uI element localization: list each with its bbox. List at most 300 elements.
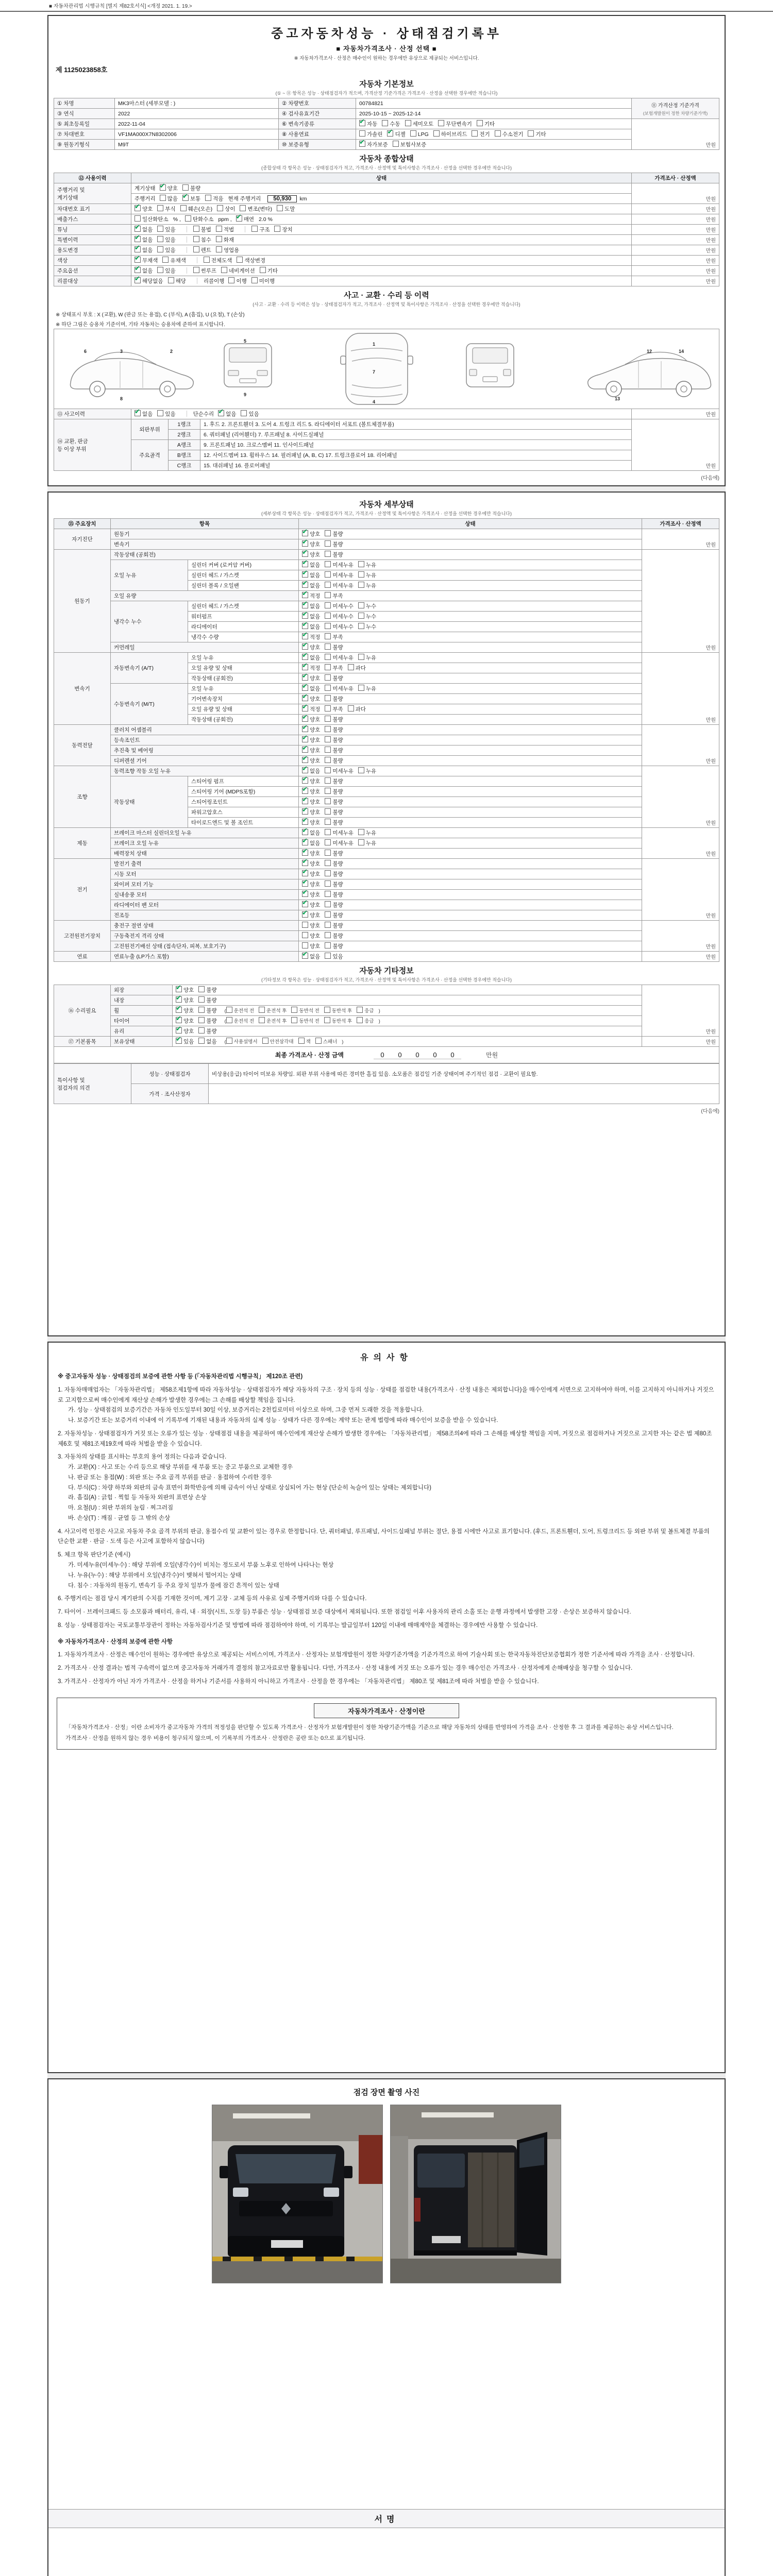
checkbox-option: [204, 257, 232, 264]
diagram-number: 2: [170, 349, 173, 354]
checkbox-option: [358, 602, 376, 610]
checkbox-option: [277, 205, 295, 213]
car-outline-drawing: [54, 330, 721, 408]
checkbox-option: [135, 257, 158, 264]
checkbox-option: [325, 942, 343, 950]
checkbox-option: [325, 880, 343, 888]
sub-item-label: 실린더 커버 (로커암 커버): [188, 560, 299, 570]
checkbox-option: [358, 613, 376, 620]
checkbox-option: [216, 246, 239, 254]
checkbox-checked-icon: [302, 602, 308, 608]
opinion-author-label: 가격 · 조사산정자: [131, 1084, 209, 1104]
checkbox-label: 불량: [332, 851, 343, 857]
checkbox-option: [302, 695, 320, 703]
checkbox-option: [251, 226, 270, 233]
checkbox-option: [182, 184, 200, 192]
sub-item-label: 스티어링 펌프: [188, 776, 299, 787]
checkbox-unchecked-icon: [193, 236, 199, 242]
section-note-detail: (세부상태 각 항목은 성능 · 상태점검자가 적고, 가격조사 · 산정액 및 특이사항은 가격조사 · 산정을 선택한 경우에만 적습니다): [261, 511, 512, 516]
checkbox-label: 매연: [243, 216, 255, 223]
checkbox-label: 미세누수: [332, 614, 354, 620]
checkbox-option: [325, 592, 343, 600]
checkbox-label: LPG: [417, 131, 429, 138]
row-label: 색상: [54, 256, 131, 266]
column-header: 가격조사 · 산정액: [642, 519, 719, 529]
checkbox-option: [160, 184, 178, 192]
checkbox-option: [325, 530, 343, 538]
checkbox-option: [237, 257, 265, 264]
checkbox-unchecked-icon: [325, 922, 331, 928]
checkbox-label: 적정: [310, 634, 321, 640]
checkbox-checked-icon: [302, 911, 308, 918]
checkbox-unchecked-icon: [325, 767, 331, 773]
price-cell: 만원: [642, 653, 719, 725]
checkbox-label: 있음: [248, 411, 259, 417]
price-cell: 만원: [642, 859, 719, 921]
checkbox-option: [358, 623, 376, 631]
state-cell: [299, 684, 642, 694]
checkbox-unchecked-icon: [358, 829, 364, 835]
table-row: [54, 931, 719, 941]
checkbox-unchecked-icon: [216, 246, 222, 252]
state-cell: [299, 745, 642, 756]
checkbox-option: [325, 613, 354, 620]
checkbox-unchecked-icon: [325, 788, 331, 794]
field-label: ⑤ 최초등록일: [54, 119, 115, 129]
field-label: ⑩ 보증유형: [279, 140, 356, 150]
field-value: 2022-11-04: [115, 119, 279, 129]
checkbox-option: [325, 633, 343, 641]
state-cell: [299, 952, 642, 962]
table-header-row: [54, 173, 719, 183]
checkbox-option: [221, 267, 255, 275]
checkbox-unchecked-icon: [325, 953, 331, 959]
checkbox-option: [302, 561, 320, 569]
checkbox-checked-icon: [302, 767, 308, 773]
checkbox-option: [226, 1038, 258, 1045]
state-text: 계기상태: [135, 185, 156, 192]
checkbox-unchecked-icon: [357, 1007, 363, 1013]
column-header: 항목: [111, 519, 299, 529]
checkbox-option: [198, 1007, 216, 1014]
diagram-number: 6: [84, 349, 87, 354]
table-row: [54, 140, 719, 150]
checkbox-label: 없음: [310, 572, 321, 579]
price-cell: 만원: [632, 256, 719, 266]
checkbox-option: [185, 215, 214, 223]
checkbox-option: [477, 120, 495, 128]
checkbox-label: 불량: [332, 531, 343, 537]
checkbox-option: [302, 829, 320, 837]
notice-line: 다. 침수 : 자동차의 원동기, 변속기 등 주요 장치 일부가 물에 잠긴 흔적이 있는 상태: [68, 1582, 279, 1589]
checkbox-option: [359, 141, 388, 148]
checkbox-label: 불량: [332, 923, 343, 929]
checkbox-unchecked-icon: [325, 798, 331, 804]
checkbox-label: 탄화수소: [192, 216, 214, 223]
checkbox-option: [302, 932, 320, 940]
field-value: 2025-10-15 ~ 2025-12-14: [356, 109, 632, 119]
checkbox-label: 응급: [364, 1008, 374, 1014]
state-cell: [299, 776, 642, 787]
checkbox-option: [298, 1038, 311, 1045]
checkbox-label: 양호: [310, 552, 321, 558]
checkbox-option: [358, 685, 376, 692]
checkbox-option: [241, 410, 259, 418]
state-cell: [299, 715, 642, 725]
section-note-overall: (종합상태 각 항목은 성능 · 상태점검자가 적고, 가격조사 · 산정액 및 특이사항은 가격조사 · 산정을 선택한 경우에만 적습니다): [261, 165, 512, 171]
checkbox-option: [410, 130, 429, 138]
price-digit: 0: [444, 1051, 461, 1059]
checkbox-option: [302, 891, 320, 899]
checkbox-label: 운전석 전: [233, 1019, 255, 1024]
table-row: [54, 550, 719, 560]
checkbox-label: 불량: [206, 1028, 217, 1035]
notice-line: 나. 판금 또는 용접(W) : 외판 또는 주요 골격 부위를 판금 · 용접하여 수리한 경우: [68, 1474, 272, 1481]
device-group-label: 연료: [54, 952, 111, 962]
checkbox-label: 불량: [190, 185, 201, 192]
checkbox-label: 전체도색: [211, 258, 232, 264]
checkbox-option: [325, 664, 343, 672]
checkbox-unchecked-icon: [325, 530, 331, 536]
notice-line: 3. 자동차의 상태를 표시하는 부호의 용어 정의는 다음과 같습니다.: [58, 1454, 227, 1461]
checkbox-unchecked-icon: [325, 705, 331, 711]
price-base-label: ⑪ 가격산정 기준가격 (보험개발원이 정한 차량기준가액): [632, 98, 719, 119]
checkbox-label: 렌트: [200, 247, 211, 253]
state-cell: [299, 560, 642, 570]
table-row: [54, 591, 719, 601]
state-cell: [173, 1016, 642, 1026]
table-row: [54, 98, 719, 109]
checkbox-option: [324, 1017, 352, 1024]
checkbox-option: [302, 623, 320, 631]
checkbox-label: 미세누유: [332, 562, 354, 568]
checkbox-label: 있음: [165, 247, 176, 253]
checkbox-option: [325, 695, 343, 703]
price-base-note: (보험개발원이 정한 차량기준가액): [643, 110, 708, 116]
field-label: ① 차명: [54, 98, 115, 109]
checkbox-checked-icon: [302, 530, 308, 536]
checkbox-unchecked-icon: [358, 561, 364, 567]
page-subtitle-note: ※ 자동차가격조사 · 산정은 매수인이 원하는 경우에만 유상으로 제공되는 서비스입니다.: [294, 56, 479, 61]
checkbox-option: [302, 664, 320, 672]
checkbox-label: 해당없음: [142, 278, 163, 284]
checkbox-checked-icon: [176, 996, 182, 1003]
price-cell: 만원: [642, 921, 719, 952]
overall-state-table: [54, 173, 719, 286]
checkbox-unchecked-icon: [240, 205, 246, 211]
checkbox-label: 부족: [332, 665, 343, 671]
page-block-2: [47, 492, 726, 1336]
checkbox-option: [162, 257, 186, 264]
checkbox-option: [302, 788, 320, 795]
checkbox-label: 없음: [310, 768, 321, 774]
checkbox-label: 자동: [367, 121, 378, 127]
device-group-label: 변속기: [54, 653, 111, 725]
table-row: [54, 921, 719, 931]
document-number: 제 1125023858호: [56, 66, 108, 74]
checkbox-option: [325, 767, 354, 775]
item-label: 실내송풍 모터: [111, 890, 299, 900]
checkbox-checked-icon: [176, 1017, 182, 1023]
notice-line: ※ 중고자동차 성능 · 상태점검의 보증에 관한 사항 등 (「자동차관리법 시행규칙」 제120조 관련): [58, 1374, 303, 1380]
price-cell: 만원: [632, 276, 719, 286]
price-box-line: 가격조사 · 산정을 원하지 않는 경우 비용이 청구되지 않으며, 이 기록부의 가격조사 · 산정란은 공란 또는 0으로 표기됩니다.: [65, 1735, 365, 1741]
notice-line: 2. 자동차성능 · 상태점검자가 거짓 또는 오류가 있는 성능 · 상태점검 내용을 제공하여 매수인에게 재산상 손해가 발생한 경우에는 「자동차관리법」 제58조의4에 따라 그 손해를 배상할 책임을 지며, 거짓으로 점검하거나 거짓으로 고지한 자는 같은 법 제80조제6호 및 제81조제19호에 따라 처벌을 받을 수 있습니다.: [58, 1430, 712, 1447]
checkbox-option: [193, 267, 216, 275]
opinion-text: 비상용(응급) 타이어 미보유 차량임. 외판 부위 사용에 따른 경미한 흠집 있음. 소모품은 점검일 기준 상태이며 주기적인 점검 · 교환이 필요함.: [209, 1064, 719, 1084]
item-label: 와이퍼 모터 기능: [111, 879, 299, 890]
table-row: [54, 409, 719, 419]
checkbox-unchecked-icon: [160, 195, 166, 201]
checkbox-option: [325, 705, 343, 713]
column-header: ⑫ 사용이력: [54, 173, 131, 183]
checkbox-option: [216, 236, 234, 244]
checkbox-checked-icon: [182, 195, 189, 201]
checkbox-option: [358, 767, 376, 775]
checkbox-option: [135, 215, 169, 223]
checkbox-option: [325, 757, 343, 765]
checkbox-option: [176, 1038, 194, 1045]
table-row: [54, 985, 719, 995]
group-label: ⑯ 수리필요: [54, 985, 111, 1037]
checkbox-label: 불량: [332, 882, 343, 888]
checkbox-unchecked-icon: [216, 236, 222, 242]
checkbox-label: 없음: [310, 562, 321, 568]
field-label: ④ 검사유효기간: [279, 109, 356, 119]
notice-line: 나. 누유(누수) : 해당 부위에서 오일(냉각수)이 맺혀서 떨어지는 상태: [68, 1572, 242, 1579]
form-reference-text: ■ 자동차관리법 시행규칙 [별지 제82호서식] <개정 2021. 1. 19.>: [49, 4, 192, 9]
price-box-line: 「자동차가격조사 · 산정」이란 소비자가 중고자동차 가격의 적정성을 판단할 수 있도록 가격조사 · 산정자가 보험개발원이 정한 차량기준가액을 기준으로 해당 자동차의 상태를 반영하여 가격을 조사 · 산정한 후 그 결과를 제공하는 유상 서비스입니다.: [65, 1724, 674, 1731]
checkbox-label: 양호: [310, 778, 321, 785]
checkbox-checked-icon: [302, 880, 308, 887]
checkbox-option: [176, 996, 194, 1004]
checkbox-label: 동반석 후: [331, 1008, 352, 1014]
notice-line: 라. 흠집(A) : 긁힘 · 찍힘 등 자동차 외판의 표면상 손상: [68, 1495, 207, 1501]
sub-item-label: 오일 유량 및 상태: [188, 663, 299, 673]
checkbox-label: 있음: [165, 237, 176, 243]
checkbox-label: 불량: [332, 748, 343, 754]
section-note-basic-info: (① ~ ⑪ 항목은 성능 · 상태점검자가 적으며, 가격산정 기준가격은 가격조사 · 산정을 선택한 경우에만 적습니다): [275, 91, 498, 96]
checkbox-option: [325, 911, 343, 919]
checkbox-option: [302, 757, 320, 765]
checkbox-label: 불량: [332, 645, 343, 651]
price-cell: 만원: [642, 766, 719, 828]
checkbox-unchecked-icon: [325, 829, 331, 835]
row-label: 특별이력: [54, 235, 131, 245]
mileage-prefix: 현재 주행거리: [228, 196, 261, 202]
state-cell: [173, 1026, 642, 1037]
item-label: 디퍼렌셜 기어: [111, 756, 299, 766]
checkbox-option: [358, 571, 376, 579]
checkbox-option: [226, 1007, 254, 1014]
checkbox-label: 누유: [365, 655, 377, 661]
checkbox-checked-icon: [302, 808, 308, 815]
checkbox-option: [325, 932, 343, 940]
state-cell: [299, 807, 642, 818]
checkbox-unchecked-icon: [262, 1038, 268, 1044]
checkbox-unchecked-icon: [325, 932, 331, 938]
page-gap-1: [47, 486, 726, 492]
checkbox-option: [302, 798, 320, 806]
checkbox-unchecked-icon: [325, 654, 331, 660]
state-cell: [299, 601, 642, 612]
checkbox-option: [135, 246, 153, 254]
state-cell: [299, 766, 642, 776]
checkbox-label: 불량: [332, 727, 343, 733]
item-label: 클러치 어셈블리: [111, 725, 299, 735]
checkbox-checked-icon: [302, 561, 308, 567]
table-row: [54, 183, 719, 194]
signature-section: [54, 2504, 719, 2576]
checkbox-unchecked-icon: [291, 1017, 297, 1023]
checkbox-unchecked-icon: [358, 654, 364, 660]
state-text: 리콜이행: [203, 278, 225, 284]
checkbox-label: 불량: [332, 933, 343, 939]
notice-line: 나. 보증기간 또는 보증거리 이내에 이 기록부에 기재된 내용과 자동차의 실제 성능 · 상태가 다른 경우에는 계약 또는 관계 법령에 따라 매수인이 보증을 받을 수 있습니다.: [68, 1417, 498, 1424]
checkbox-unchecked-icon: [528, 130, 534, 137]
section-note-accident: (사고 · 교환 · 수리 등 이력은 성능 · 상태점검자가 적고, 가격조사 · 산정액 및 특이사항은 가격조사 · 산정을 선택한 경우에만 적습니다): [253, 302, 520, 307]
checkbox-option: [262, 1038, 294, 1045]
checkbox-label: 안전삼각대: [270, 1039, 294, 1045]
item-label: 등속조인트: [111, 735, 299, 745]
checkbox-label: 운전석 후: [266, 1008, 287, 1014]
checkbox-checked-icon: [302, 592, 308, 598]
notice-line: 다. 부식(C) : 차량 하부와 외판의 금속 표면이 화학반응에 의해 금속이 아닌 상태로 상실되어 가는 현상 (단순히 녹슬어 있는 상태는 제외합니다): [68, 1484, 431, 1491]
sub-item-label: 워터펌프: [188, 612, 299, 622]
checkbox-label: 수동: [390, 121, 400, 127]
checkbox-option: [193, 226, 211, 233]
checkbox-label: 보통: [190, 196, 201, 202]
checkbox-checked-icon: [135, 267, 141, 273]
field-value: [356, 140, 632, 150]
sub-item-label: 오일 누유: [188, 653, 299, 663]
diagram-number: 7: [373, 369, 376, 375]
checkbox-unchecked-icon: [302, 932, 308, 938]
checkbox-option: [325, 891, 343, 899]
table-row: [54, 214, 719, 225]
checkbox-option: [324, 1007, 352, 1014]
table-row: [54, 560, 719, 570]
checkbox-unchecked-icon: [410, 130, 416, 137]
rank-label: 1랭크: [169, 419, 200, 430]
checkbox-checked-icon: [302, 705, 308, 711]
checkbox-unchecked-icon: [348, 705, 354, 711]
checkbox-option: [325, 953, 343, 960]
item-label: 브레이크 마스터 실린더오일 누유: [111, 828, 299, 838]
checkbox-unchecked-icon: [357, 1017, 363, 1023]
checkbox-checked-icon: [302, 870, 308, 876]
checkbox-label: 네비게이션: [229, 268, 255, 274]
state-cell: [131, 235, 632, 245]
price-cell: 만원: [642, 725, 719, 766]
checkbox-label: 미세누유: [332, 830, 354, 836]
checkbox-checked-icon: [135, 226, 141, 232]
table-row: [54, 910, 719, 921]
checkbox-option: [325, 788, 343, 795]
checkbox-unchecked-icon: [298, 1038, 305, 1044]
checkbox-unchecked-icon: [325, 685, 331, 691]
final-price-row: [54, 1047, 719, 1063]
checkbox-label: 훼손(오손): [188, 206, 213, 212]
price-base-value: 만원: [632, 119, 719, 150]
checkbox-label: 양호: [310, 737, 321, 743]
price-cell: 만원: [642, 985, 719, 1037]
checkbox-unchecked-icon: [325, 623, 331, 629]
checkbox-label: 전기: [479, 131, 490, 138]
table-row: [54, 766, 719, 776]
checkbox-unchecked-icon: [315, 1038, 322, 1044]
inspection-photos: [54, 2098, 719, 2286]
checkbox-option: [302, 850, 320, 857]
rank-label: A랭크: [169, 440, 200, 450]
checkbox-option: [325, 808, 343, 816]
rank-items: 15. 대쉬패널 16. 플로어패널: [200, 461, 632, 471]
item-label: 고전원전기배선 상태 (접속단자, 피복, 보호기구): [111, 941, 299, 952]
checkbox-unchecked-icon: [325, 942, 331, 948]
field-label: ② 차량번호: [279, 98, 356, 109]
checkbox-unchecked-icon: [325, 757, 331, 763]
table-row: [54, 225, 719, 235]
checkbox-label: 양호: [183, 1008, 194, 1014]
final-price-unit: 만원: [486, 1052, 498, 1059]
checkbox-option: [357, 1007, 374, 1014]
table-row: [54, 684, 719, 694]
checkbox-unchecked-icon: [393, 141, 399, 147]
checkbox-option: [358, 582, 376, 589]
checkbox-label: 세미오토: [412, 121, 434, 127]
table-row: [54, 756, 719, 766]
checkbox-label: 있음: [183, 1039, 194, 1045]
row-label: 주요옵션: [54, 266, 131, 276]
checkbox-option: [302, 777, 320, 785]
row-label: 주행거리 및 계기상태: [54, 183, 131, 204]
diagram-number: 13: [615, 396, 620, 401]
section-note-other: (기타정보 각 항목은 성능 · 상태점검자가 적고, 가격조사 · 산정액 및 특이사항은 가격조사 · 산정을 선택한 경우에만 적습니다): [261, 977, 512, 982]
checkbox-unchecked-icon: [325, 880, 331, 887]
checkbox-unchecked-icon: [291, 1007, 297, 1013]
price-cell: 만원: [642, 1037, 719, 1047]
diagram-number: 9: [244, 392, 247, 397]
checkbox-label: 미이행: [259, 278, 275, 284]
checkbox-label: 불량: [332, 675, 343, 682]
checkbox-option: [135, 267, 153, 275]
table-row: [54, 440, 719, 450]
checkbox-checked-icon: [160, 184, 166, 191]
section-title-other: 자동차 기타정보: [359, 967, 414, 975]
notice-line: 2. 가격조사 · 산정 결과는 법적 구속력이 없으며 중고자동차 거래가격 결정의 참고자료로만 활용됩니다. 다만, 가격조사 · 산정 내용에 거짓 또는 오류가 있는 경우 매수인은 가격조사 · 산정자에게 손해배상을 청구할 수 있습니다.: [58, 1665, 633, 1672]
checkbox-option: [325, 561, 354, 569]
checkbox-unchecked-icon: [198, 986, 205, 992]
checkbox-unchecked-icon: [157, 226, 163, 232]
price-cell: 만원: [632, 245, 719, 256]
field-label: ⑧ 사용연료: [279, 129, 356, 140]
checkbox-option: [291, 1007, 319, 1014]
rank-label: 2랭크: [169, 430, 200, 440]
checkbox-label: 스패너: [323, 1039, 338, 1045]
checkbox-option: [302, 530, 320, 538]
price-cell: 만원: [642, 828, 719, 859]
checkbox-option: [135, 226, 153, 233]
checkbox-label: 부족: [332, 634, 343, 640]
checkbox-label: 미세누유: [332, 572, 354, 579]
item-label: 충전구 절연 상태: [111, 921, 299, 931]
checkbox-option: [348, 705, 366, 713]
field-label: ③ 연식: [54, 109, 115, 119]
checkbox-label: 있음: [332, 954, 343, 960]
checkbox-checked-icon: [302, 551, 308, 557]
photo-van-rear: [390, 2105, 561, 2283]
table-row: [54, 1064, 719, 1084]
